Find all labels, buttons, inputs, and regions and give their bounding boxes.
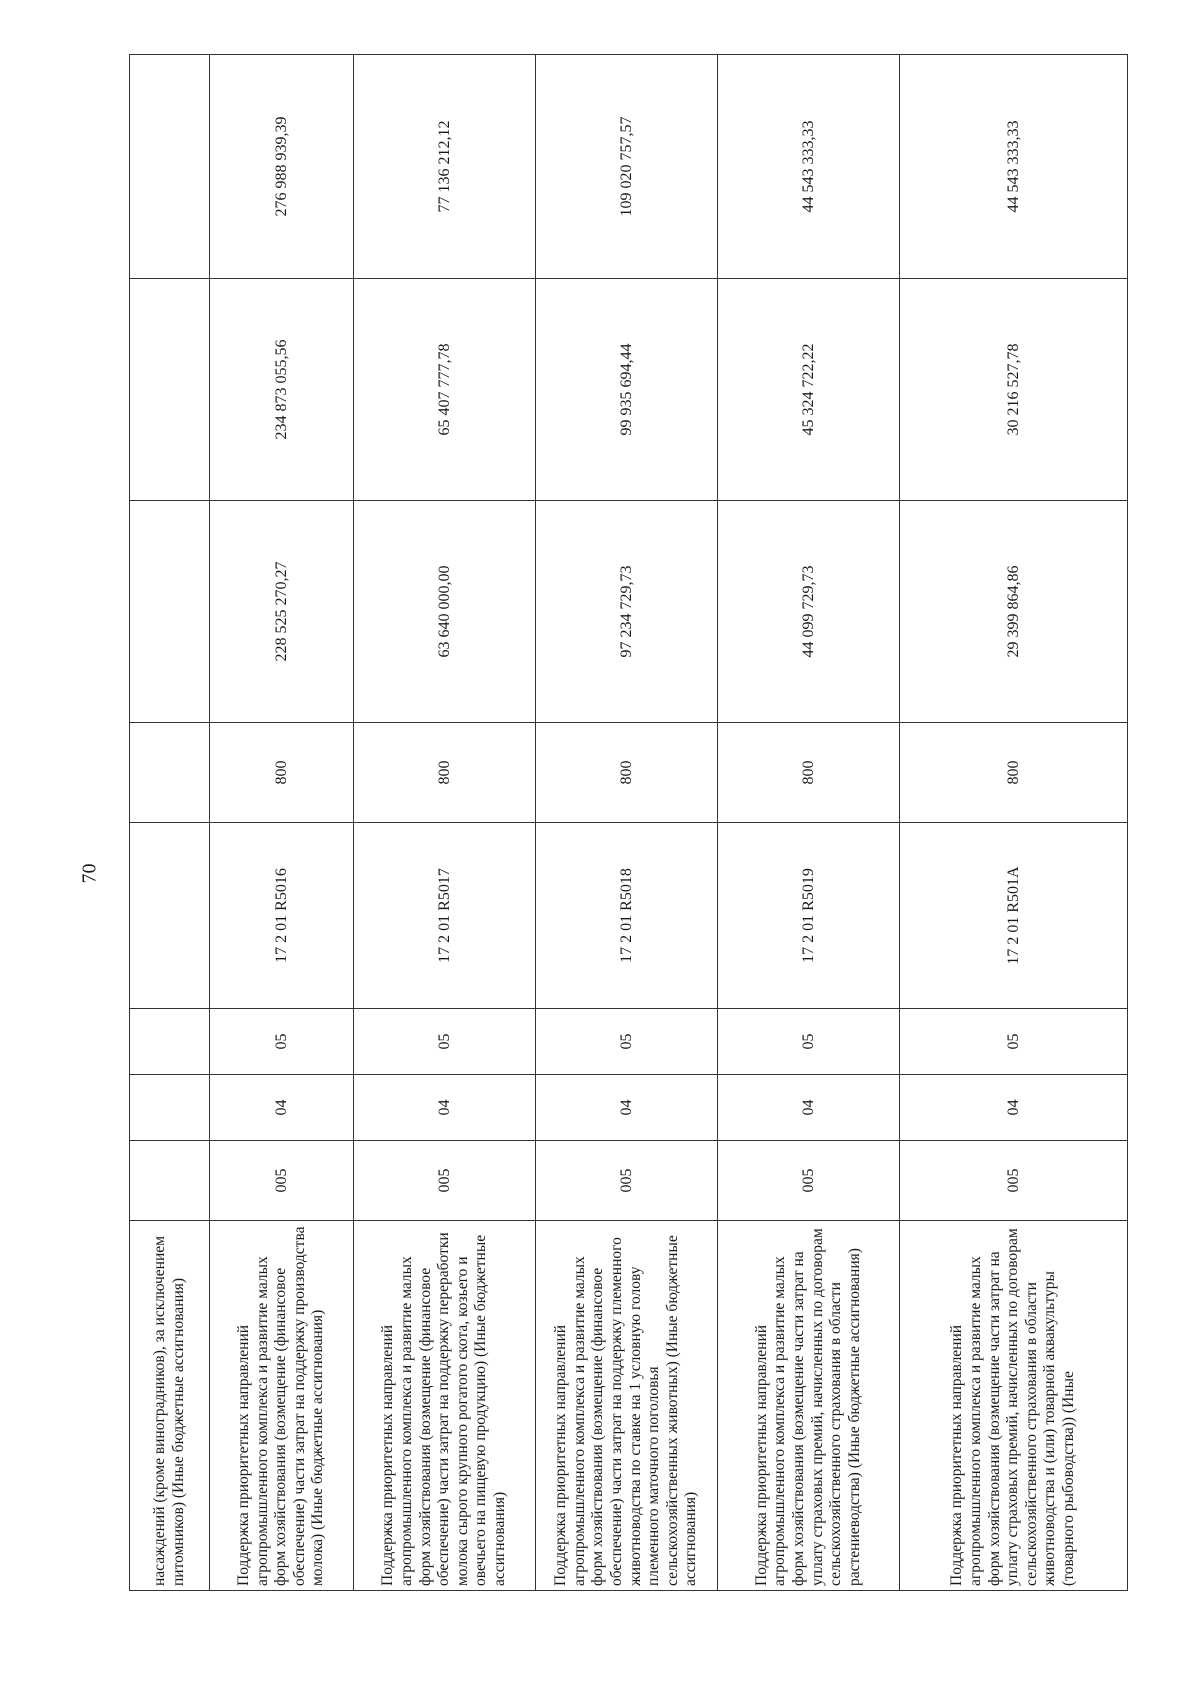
section-code-cell [130,1075,210,1141]
table-body [130,55,1128,1591]
amount-2-cell: 99 935 694,44 [536,279,718,501]
subsection-code-cell: 05 [210,1009,354,1075]
expense-type-cell: 800 [718,723,900,823]
table-row [718,55,900,1591]
ministry-code-cell: 005 [536,1141,718,1221]
expense-type-cell: 800 [900,723,1128,823]
section-code-cell: 04 [718,1075,900,1141]
amount-3-cell [130,55,210,279]
amount-2-cell: 234 873 055,56 [210,279,354,501]
amount-2-cell [130,279,210,501]
amount-3-cell: 77 136 212,12 [354,55,536,279]
expense-type-cell: 800 [354,723,536,823]
amount-1-cell: 44 099 729,73 [718,501,900,723]
expense-type-cell: 800 [210,723,354,823]
description-cell: Поддержка приоритетных направлений агропромышленного комплекса и развитие малых форм хозяйствования (возмещение части затрат на уплату страховых премий, начисленных по договорам сельскохозяйственного страхования в области животноводства и (или) товарной аквакультуры (товарного рыбоводства)) (Иные [900,1221,1128,1591]
table-row [354,55,536,1591]
amount-1-cell: 63 640 000,00 [354,501,536,723]
amount-2-cell: 65 407 777,78 [354,279,536,501]
amount-1-cell [130,501,210,723]
amount-2-cell: 30 216 527,78 [900,279,1128,501]
section-code-cell: 04 [536,1075,718,1141]
amount-2-cell: 45 324 722,22 [718,279,900,501]
ministry-code-cell: 005 [354,1141,536,1221]
target-article-cell: 17 2 01 R501A [900,823,1128,1009]
subsection-code-cell [130,1009,210,1075]
ministry-code-cell: 005 [210,1141,354,1221]
amount-1-cell: 228 525 270,27 [210,501,354,723]
subsection-code-cell: 05 [900,1009,1128,1075]
amount-3-cell: 44 543 333,33 [900,55,1128,279]
description-cell: Поддержка приоритетных направлений агропромышленного комплекса и развитие малых форм хозяйствования (возмещение части затрат на уплату страховых премий, начисленных по договорам сельскохозяйственного страхования в области растениеводства) (Иные бюджетные ассигнования) [718,1221,900,1591]
target-article-cell: 17 2 01 R5016 [210,823,354,1009]
table-row [536,55,718,1591]
target-article-cell: 17 2 01 R5019 [718,823,900,1009]
section-code-cell: 04 [900,1075,1128,1141]
table-row [900,55,1128,1591]
amount-3-cell: 109 020 757,57 [536,55,718,279]
description-cell: Поддержка приоритетных направлений агропромышленного комплекса и развитие малых форм хозяйствования (возмещение (финансовое обеспечение) части затрат на поддержку переработки молока сырого крупного рогатого скота, козьего и овечьего на пищевую продукцию) (Иные бюджетные ассигнования) [354,1221,536,1591]
subsection-code-cell: 05 [718,1009,900,1075]
description-cell: Поддержка приоритетных направлений агропромышленного комплекса и развитие малых форм хозяйствования (возмещение (финансовое обеспечение) части затрат на поддержку производства молока) (Иные бюджетные ассигнования) [210,1221,354,1591]
section-code-cell: 04 [210,1075,354,1141]
ministry-code-cell: 005 [718,1141,900,1221]
page-number: 70 [78,863,101,884]
amount-1-cell: 97 234 729,73 [536,501,718,723]
amount-3-cell: 44 543 333,33 [718,55,900,279]
amount-1-cell: 29 399 864,86 [900,501,1128,723]
expense-type-cell [130,723,210,823]
subsection-code-cell: 05 [354,1009,536,1075]
amount-3-cell: 276 988 939,39 [210,55,354,279]
section-code-cell: 04 [354,1075,536,1141]
budget-table [129,54,1128,1591]
ministry-code-cell [130,1141,210,1221]
expense-type-cell: 800 [536,723,718,823]
subsection-code-cell: 05 [536,1009,718,1075]
table-row [210,55,354,1591]
target-article-cell: 17 2 01 R5017 [354,823,536,1009]
description-cell: Поддержка приоритетных направлений агропромышленного комплекса и развитие малых форм хозяйствования (возмещение (финансовое обеспечение) части затрат на поддержку племенного животноводства по ставке на 1 условную голову племенного маточного поголовья сельскохозяйственных животных) (Иные бюджетные ассигнования) [536,1221,718,1591]
target-article-cell [130,823,210,1009]
table-row [130,55,210,1591]
description-cell: насаждений (кроме виноградников), за исключением питомников) (Иные бюджетные ассигнования) [130,1221,210,1591]
target-article-cell: 17 2 01 R5018 [536,823,718,1009]
ministry-code-cell: 005 [900,1141,1128,1221]
rotated-table-wrapper [129,55,1127,1591]
